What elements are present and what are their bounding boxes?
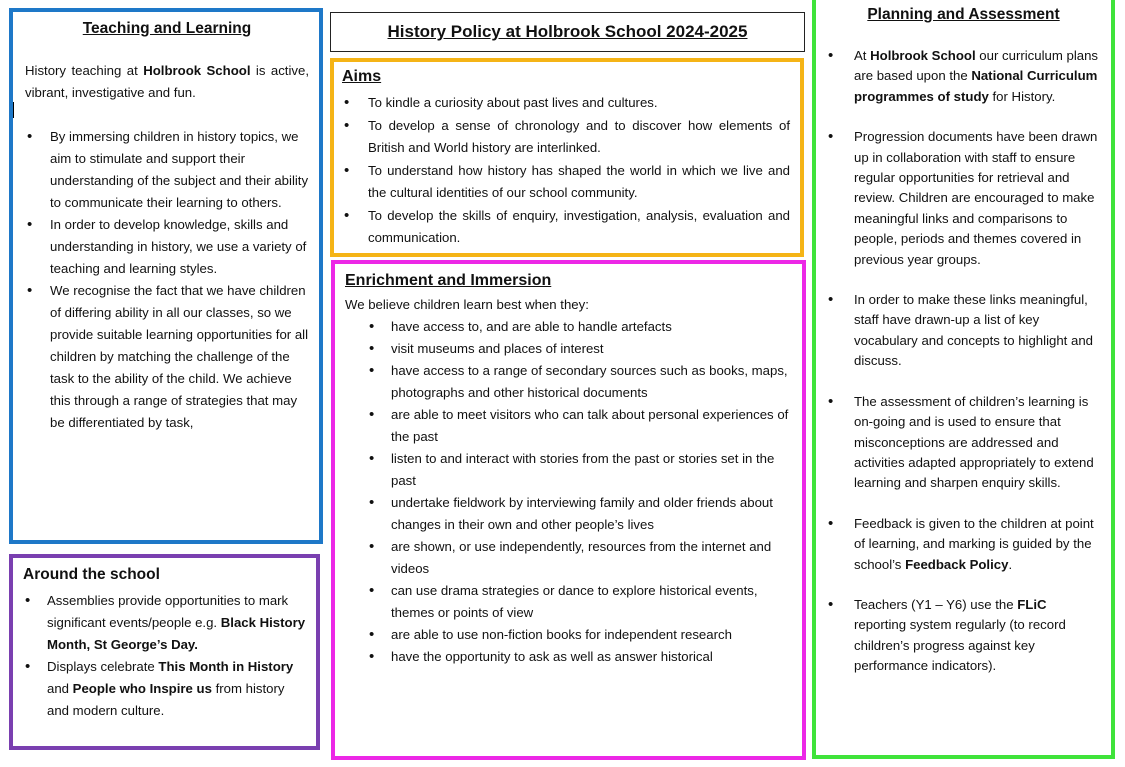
enrichment-item	[367, 316, 792, 338]
text-run: are able to meet visitors who can talk about personal experiences of the past	[391, 407, 789, 444]
teaching-learning-list	[25, 126, 309, 434]
text-run: have access to, and are able to handle artefacts	[391, 319, 672, 334]
around-school-item	[23, 656, 306, 722]
bold-text: People who Inspire us	[72, 681, 212, 696]
aims-item	[342, 115, 790, 160]
enrichment-intro: We believe children learn best when they:	[345, 297, 589, 312]
enrichment-item	[367, 536, 792, 580]
text-run: are shown, or use independently, resources from the internet and videos	[391, 539, 772, 576]
enrichment-item	[367, 580, 792, 624]
planning-assessment-title: Planning and Assessment	[867, 6, 1060, 23]
document-title: History Policy at Holbrook School 2024-2025	[387, 22, 748, 41]
text-run: At	[854, 48, 871, 63]
aims-item	[342, 160, 790, 205]
planning-assessment-item	[826, 514, 1101, 575]
text-run: History teaching at	[25, 63, 144, 78]
planning-assessment-item	[826, 392, 1101, 494]
enrichment-item	[367, 360, 792, 404]
text-run: have the opportunity to ask as well as answer historical	[391, 649, 713, 664]
teaching-learning-item	[25, 214, 309, 280]
text-run: In order to develop knowledge, skills and understanding in history, we use a variety of teaching and learning styles.	[50, 217, 307, 276]
text-run: can use drama strategies or dance to explore historical events, themes or points of view	[391, 583, 758, 620]
enrichment-title: Enrichment and Immersion	[345, 272, 552, 289]
enrichment-item	[367, 492, 792, 536]
aims-list	[342, 92, 790, 250]
teaching-learning-intro	[25, 60, 309, 104]
enrichment-item	[367, 448, 792, 492]
bold-text: Holbrook School	[143, 63, 251, 78]
bold-text: Holbrook School	[870, 48, 976, 63]
enrichment-item	[367, 646, 792, 668]
text-run: Displays celebrate	[47, 659, 159, 674]
document-title-box	[330, 12, 805, 52]
text-run: listen to and interact with stories from the past or stories set in the past	[391, 451, 775, 488]
text-run: visit museums and places of interest	[391, 341, 604, 356]
around-school-title: Around the school	[23, 566, 160, 583]
text-run: Progression documents have been drawn up in collaboration with staff to ensure regular opportunities for retrieval and review. Children are encouraged to make meaningful links and comparisons to people, periods and themes covered in previous year groups.	[854, 129, 1098, 267]
text-run: are able to use non-fiction books for independent research	[391, 627, 732, 642]
aims-item	[342, 205, 790, 250]
around-school-list	[23, 590, 306, 722]
text-run: Assemblies provide opportunities to mark significant events/people e.g.	[47, 593, 289, 630]
enrichment-list	[367, 316, 792, 668]
planning-assessment-panel	[812, 0, 1115, 759]
bold-text: Black History Month, St George’s Day.	[47, 615, 306, 652]
enrichment-item	[367, 624, 792, 646]
text-run: By immersing children in history topics, we aim to stimulate and support their understanding of the subject and their ability to communicate their learning to others.	[50, 129, 309, 210]
text-run: In order to make these links meaningful, staff have drawn-up a list of key vocabulary and concepts to highlight and discuss.	[854, 292, 1094, 369]
text-run: for History.	[988, 88, 1056, 104]
text-run: To develop a sense of chronology and to discover how elements of British and World history are interlinked.	[368, 117, 790, 155]
bold-text: This Month in History	[158, 659, 294, 674]
planning-assessment-list	[826, 46, 1101, 677]
text-run: have access to a range of secondary sources such as books, maps, photographs and other historical documents	[391, 363, 788, 400]
bold-text: Feedback Policy	[905, 556, 1009, 572]
aims-panel	[330, 58, 804, 257]
teaching-learning-title: Teaching and Learning	[82, 20, 252, 37]
teaching-learning-panel	[9, 8, 323, 544]
text-run: .	[1008, 556, 1013, 572]
planning-assessment-item	[826, 127, 1101, 270]
bold-text: FLiC	[1017, 596, 1047, 612]
text-run: To develop the skills of enquiry, investigation, analysis, evaluation and communication.	[368, 207, 790, 245]
planning-assessment-item	[826, 290, 1101, 372]
text-run: The assessment of children’s learning is on-going and is used to ensure that misconceptions are addressed and activities adapted appropriately to extend learning and sharpen enquiry skills.	[854, 393, 1094, 491]
text-run: our curriculum plans are based upon the	[854, 48, 1099, 84]
text-run: and	[47, 681, 73, 696]
text-run: Teachers (Y1 – Y6) use the	[854, 596, 1018, 612]
enrichment-panel	[331, 260, 806, 760]
teaching-learning-item	[25, 126, 309, 214]
text-run: from history and modern culture.	[47, 681, 285, 718]
text-run: We recognise the fact that we have children of differing ability in all our classes, so we provide suitable learning opportunities for all children by matching the challenge of the task to the ability of the child. We achieve this through a range of strategies that may be differentiated by task,	[50, 283, 309, 430]
text-run: is active, vibrant, investigative and fun.	[25, 63, 309, 100]
aims-item	[342, 92, 790, 115]
aims-title: Aims	[342, 68, 382, 85]
bold-text: National Curriculum programmes of study	[854, 68, 1098, 104]
text-run: To understand how history has shaped the world in which we live and the cultural identities of our school community.	[368, 162, 790, 200]
text-cursor	[13, 102, 14, 118]
around-school-item	[23, 590, 306, 656]
text-run: reporting system regularly (to record children’s progress against key performance indicators).	[854, 617, 1066, 674]
text-run: undertake fieldwork by interviewing family and older friends about changes in their own and other people’s lives	[391, 495, 773, 532]
enrichment-item	[367, 404, 792, 448]
text-run: To kindle a curiosity about past lives and cultures.	[368, 95, 658, 110]
around-school-panel	[9, 554, 320, 750]
enrichment-item	[367, 338, 792, 360]
teaching-learning-item	[25, 280, 309, 434]
planning-assessment-item	[826, 46, 1101, 107]
text-run: Feedback is given to the children at point of learning, and marking is guided by the school’s	[854, 515, 1094, 572]
planning-assessment-item	[826, 595, 1101, 677]
